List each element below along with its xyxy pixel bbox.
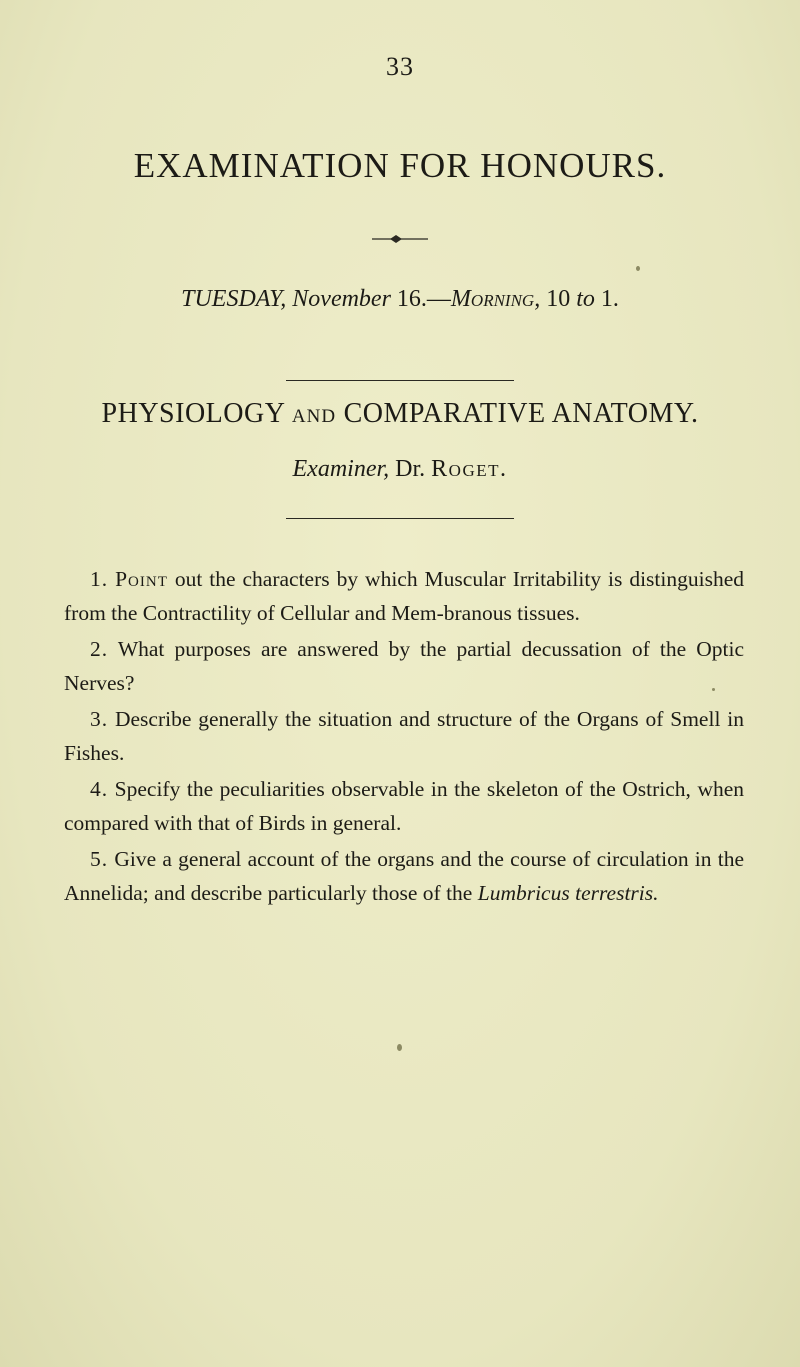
examiner-name: Roget. (431, 456, 508, 482)
question-number: 5. (90, 847, 109, 871)
question-number: 1. (90, 567, 109, 591)
question-italic-term: Lumbricus terrestris. (477, 881, 659, 905)
question-4 (64, 772, 744, 840)
question-number: 3. (90, 707, 109, 731)
question-text: Describe generally the situation and structure of the Organs of Smell in Fishes. (64, 707, 744, 765)
ornament-icon (372, 234, 428, 244)
subject-heading (0, 398, 800, 430)
question-text: Specify the peculiarities observable in the skeleton of the Ostrich, when compared with that of Birds in general. (64, 777, 745, 835)
question-5 (64, 842, 744, 910)
session-date: 16.— (396, 286, 451, 312)
subject-conj: AND (291, 406, 337, 427)
session-time-start: 10 (546, 286, 571, 312)
question-list (64, 562, 744, 912)
session-time-end: 1. (600, 286, 619, 312)
question-2 (64, 632, 744, 700)
paper-speck (397, 1044, 402, 1051)
question-text: out the characters by which Muscular Irritability is distinguished from the Contractility of Cellular and Mem-branous tissues. (64, 567, 745, 625)
page-title: EXAMINATION FOR HONOURS. (133, 146, 667, 185)
divider-bottom (286, 518, 514, 519)
session-month: November (292, 286, 391, 312)
session-line (0, 286, 800, 313)
question-number: 2. (90, 637, 109, 661)
examiner-line (0, 456, 800, 483)
question-lead: Point (115, 567, 168, 591)
examiner-label: Examiner, (292, 456, 390, 482)
page-number: 33 (386, 52, 414, 81)
question-text: What purposes are answered by the partial decussation of the Optic Nerves? (64, 637, 744, 695)
session-day: TUESDAY, (181, 286, 287, 312)
question-text: Give a general account of the organs and the course of circulation in the Annelida; and describe particularly those of the (64, 847, 744, 905)
question-number: 4. (90, 777, 109, 801)
subject-part1: PHYSIOLOGY (101, 398, 292, 429)
session-time-to: to (576, 286, 595, 312)
session-part: Morning, (450, 286, 541, 312)
divider-top (286, 380, 514, 381)
paper-speck (712, 688, 715, 691)
question-1 (64, 562, 744, 630)
examiner-prefix: Dr. (395, 456, 426, 482)
question-3 (64, 702, 744, 770)
subject-part2: COMPARATIVE ANATOMY. (336, 398, 699, 429)
paper-speck (636, 266, 640, 271)
